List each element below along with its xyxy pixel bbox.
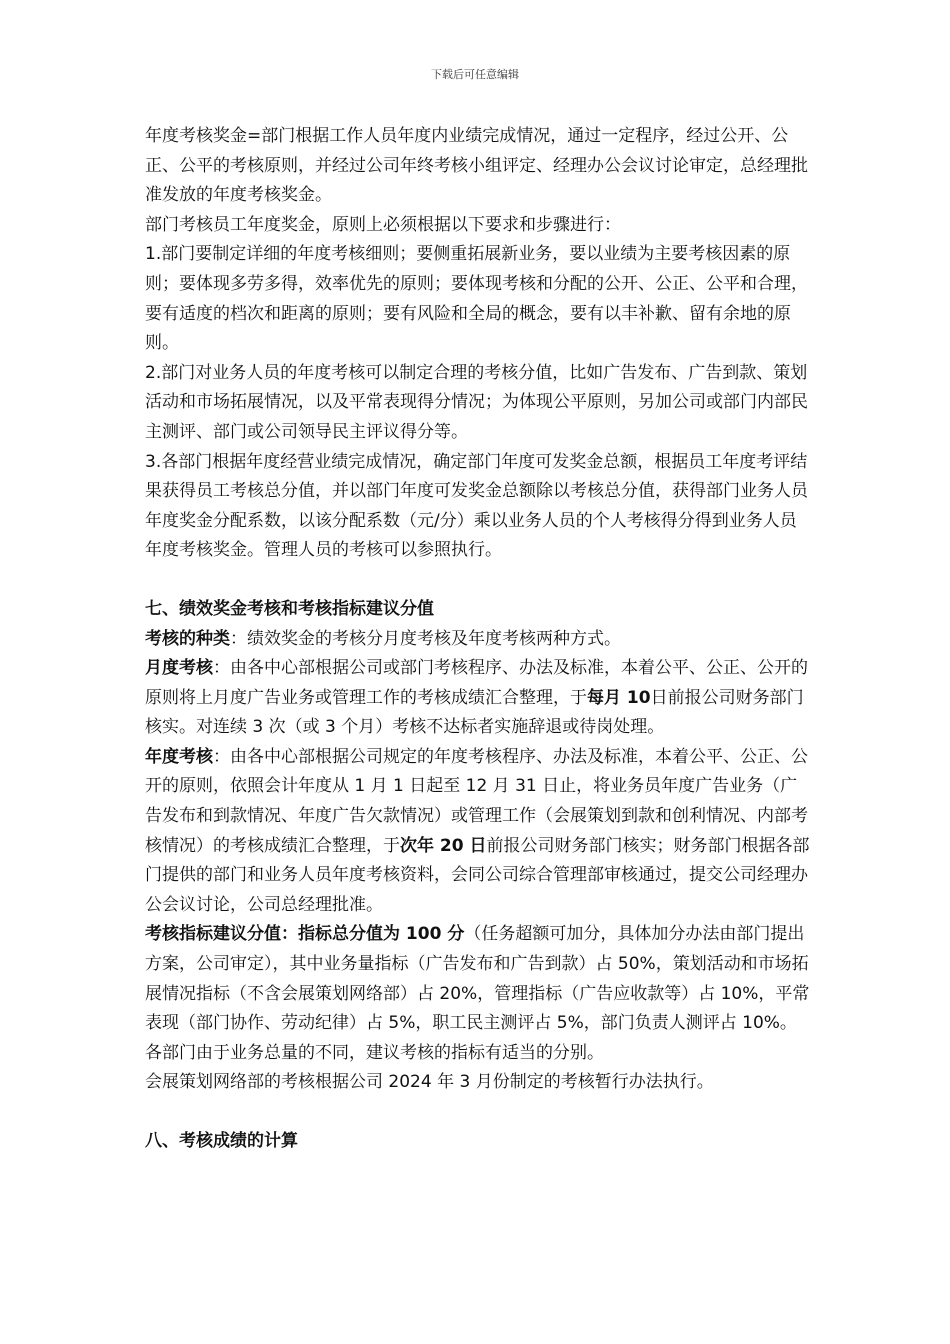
annual-assessment-label: 年度考核 [145,746,213,767]
assessment-types-paragraph [145,625,810,655]
assessment-types-label: 考核的种类 [145,628,230,649]
score-text: （任务超额可加分，具体加分办法由部门提出方案，公司审定），其中业务量指标（广告发布和广告到款）占 50%，策划活动和市场拓展情况指标（不含会展策划网络部）占 20%，管理指标（广告应收款等）占 10%，平常表现（部门协作、劳动纪律）占 5%，职工民主测评占 5%，部门负责人测评占 10%。 [145,924,810,1034]
score-paragraph [145,920,810,1038]
score-label: 考核指标建议分值：指标总分值为 100 分 [145,924,465,945]
section-8-title: 八、考核成绩的计算 [145,1131,298,1151]
annual-deadline: 次年 20 日 [400,835,487,856]
intro-item-2: 2.部门对业务人员的年度考核可以制定合理的考核分值，比如广告发布、广告到款、策划活动和市场拓展情况，以及平常表现得分情况；为体现公平原则，另加公司或部门内部民主测评、部门或公司领导民主评议得分等。 [145,362,808,442]
assessment-types-text: ：绩效奖金的考核分月度考核及年度考核两种方式。 [230,628,621,649]
annual-assessment-text: ：由各中心部根据公司规定的年度考核程序、办法及标准，本着公平、公正、公开的原则，依照会计年度从 1 月 1 日起至 12 月 31 日止，将业务员年度广告业务（广告发布和到款情况、年度广告欠款情况）或管理工作（会展策划到款和创利情况、内部考核情况）的考核成绩汇合整理，于 [145,746,808,856]
intro-definition: 年度考核奖金=部门根据工作人员年度内业绩完成情况，通过一定程序，经过公开、公正、公平的考核原则，并经过公司年终考核小组评定、经理办公会议讨论审定，总经理批准发放的年度考核奖金。 [145,126,808,206]
monthly-assessment-text-cont: 日前报公司财务部门核实。对连续 3 次（或 3 个月）考核不达标者实施辞退或待岗处理。 [145,687,804,738]
intro-item-1: 1.部门要制定详细的年度考核细则；要侧重拓展新业务，要以业绩为主要考核因素的原则；要体现多劳多得，效率优先的原则；要体现考核和分配的公开、公正、公平和合理，要有适度的档次和距离的原则；要有风险和全局的概念，要有以丰补歉、留有余地的原则。 [145,244,808,354]
annual-assessment-paragraph [145,743,810,921]
annual-assessment-text-cont: 前报公司财务部门核实；财务部门根据各部门提供的部门和业务人员年度考核资料，会同公司综合管理部审核通过，提交公司经理办公会议讨论，公司总经理批准。 [145,835,810,915]
spacer [145,1098,810,1127]
section-7-title: 七、绩效奖金考核和考核指标建议分值 [145,598,434,619]
document-body [145,122,810,1157]
page-header: 下载后可任意编辑 [431,68,519,81]
monthly-deadline: 每月 10 [587,687,651,708]
intro-lead: 部门考核员工年度奖金，原则上必须根据以下要求和步骤进行： [145,214,621,235]
monthly-assessment-text: ：由各中心部根据公司或部门考核程序、办法及标准，本着公平、公正、公开的原则将上月度广告业务或管理工作的考核成绩汇合整理，于 [145,658,808,708]
note-2: 会展策划网络部的考核根据公司 2024 年 3 月份制定的考核暂行办法执行。 [145,1072,714,1093]
monthly-assessment-label: 月度考核 [145,658,213,679]
monthly-assessment-paragraph [145,654,810,743]
note-1: 各部门由于业务总量的不同，建议考核的指标有适当的分别。 [145,1042,604,1063]
spacer [145,566,810,595]
intro-item-3: 3.各部门根据年度经营业绩完成情况，确定部门年度可发奖金总额，根据员工年度考评结果获得员工考核总分值，并以部门年度可发奖金总额除以考核总分值，获得部门业务人员年度奖金分配系数，以该分配系数（元/分）乘以业务人员的个人考核得分得到业务人员年度考核奖金。管理人员的考核可以参照执行。 [145,451,808,561]
